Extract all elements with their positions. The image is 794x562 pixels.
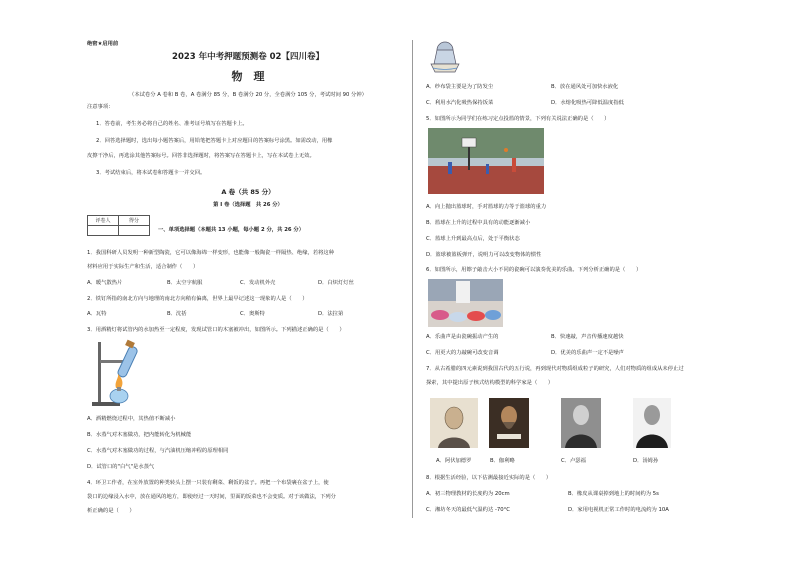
column-divider: [412, 40, 413, 518]
player-1: [512, 158, 516, 172]
q8-opt-c: C．湘坊冬天的最低气温约达 -70°C: [426, 507, 510, 513]
q8-line1: 8．根据生活经验，以下估测最接近实际的是（ ）: [426, 475, 552, 481]
bowl-2: [449, 312, 467, 322]
q7-opt-d: D．汤姆孙: [633, 458, 659, 464]
q2-line1: 2．铁钉所指的南北方向与地理的南北方向稍有偏离，世界上最早记述这一现象的人是（ ）: [87, 296, 308, 302]
player-2: [448, 162, 452, 174]
q6-opt-c: C．用更大的力敲碗可改变音调: [426, 350, 499, 356]
q3-opt-c: C．水蒸气对木塞做功的过程，与汽油机压缩冲程的原理相同: [87, 448, 229, 454]
section-a-title: A 卷（共 85 分）: [221, 188, 275, 196]
score-table: [87, 215, 150, 236]
score-table-score: 得分: [119, 216, 150, 226]
basket-bag-figure: [428, 40, 462, 76]
player-3: [486, 164, 489, 174]
q5-line1: 5．如图所示为同学们在练习定点投篮的情景，下列有关说法正确的是（ ）: [426, 116, 610, 122]
face: [644, 405, 660, 425]
face: [445, 407, 463, 429]
q7-opt-a: A．阿伏加德罗: [436, 458, 472, 464]
bowl-4: [485, 310, 501, 320]
q2-opt-d: D．法拉第: [318, 311, 344, 317]
portrait-avogadro: [430, 398, 478, 448]
q3-opt-a: A．酒精燃烧过程中，其热值不断减小: [87, 416, 176, 422]
lamp-body: [110, 389, 128, 403]
q6-opt-b: B．快速敲，声音传播速度越快: [551, 334, 624, 340]
q5-opt-d: D．篮球被篮板弹开，说明力可以改变物体的惯性: [426, 252, 542, 258]
score-table-score-cell: [119, 226, 150, 236]
person-shirt: [456, 281, 470, 303]
note-1: 1．答卷前，考生务必将自己的姓名、准考证号填写在答题卡上。: [96, 121, 248, 127]
portrait-thomson: [633, 398, 671, 448]
exam-info: （本试卷分 A 卷和 B 卷，A 卷满分 85 分，B 卷满分 20 分，全卷满分 105 分，考试时间 90 分钟）: [129, 92, 367, 98]
q4-opt-b: B．放在通风处可加快水液化: [551, 84, 619, 90]
q4-line2: 袋口的边缘浸入水中，放在通风的地方，即使经过一天时间，里面的饭菜也不会变质。对于该做法，下列分: [87, 494, 336, 500]
backboard: [462, 138, 476, 147]
portrait-galileo: [489, 398, 529, 448]
q6-line1: 6．如图所示，用镲子敲击大小不同的瓷碗可以演奏优美的乐曲。下列分析正确的是（ ）: [426, 267, 642, 273]
q1-line2: 材料应用于实际生产和生活，适合制作（ ）: [87, 264, 199, 270]
q6-opt-d: D．优美的乐曲声一定不是噪声: [551, 350, 624, 356]
portrait-rutherford: [561, 398, 601, 448]
q-intro: 一、单项选择题（本题共 13 小题，每小题 2 分，共 26 分）: [158, 227, 305, 233]
q7-opt-b: B．伽利略: [490, 458, 515, 464]
q7-opt-c: C．卢瑟福: [561, 458, 586, 464]
q3-line1: 3．用酒精灯将试管内的水加热至一定程度，发现试管口的木塞被冲出，如图所示。下列描述正确的是（ ）: [87, 327, 345, 333]
q1-opt-a: A．暖气散热片: [87, 280, 123, 286]
q3-opt-d: D．试管口的"白气"是水蒸气: [87, 464, 155, 470]
q5-opt-c: C．篮球上升到最高点后，处于平衡状态: [426, 236, 520, 242]
q1-opt-d: D．白炽灯灯丝: [318, 280, 354, 286]
q4-opt-d: D．水熔化吸热可降低温度指低: [551, 100, 624, 106]
note-2-cont: 皮擦干净后，再选涂其他答案标号。回答非选择题时，将答案写在答题卡上，写在本试卷上无效。: [87, 153, 315, 159]
part1-title: 第 I 卷（选择题 共 26 分）: [213, 202, 283, 208]
q8-opt-d: D．家用电视机正常工作时的电流约为 10A: [568, 507, 669, 513]
q6-opt-a: A．乐曲声是由瓷碗振动产生的: [426, 334, 499, 340]
q7-line2: 探索，其中提出原子核式结构模型的科学家是（ ）: [426, 380, 554, 386]
q5-opt-a: A．向上抛出篮球时，手对篮球的力等于篮球的重力: [426, 204, 547, 210]
ball: [504, 148, 508, 152]
q4-opt-a: A．纱布袋主要是为了防发尘: [426, 84, 494, 90]
note-3: 3．考试结束后，将本试卷和答题卡一并交回。: [96, 170, 206, 176]
score-table-grader: 评卷人: [88, 216, 119, 226]
q5-opt-b: B．篮球在上升的过程中具有的动能逐渐减小: [426, 220, 531, 226]
secret-tag: 绝密★启用前: [87, 41, 119, 47]
alcohol-lamp-figure: [88, 338, 150, 408]
face: [573, 405, 589, 425]
basketball-court-photo: [428, 128, 544, 194]
q1-opt-c: C．发动机外壳: [240, 280, 276, 286]
exam-title: 2023 年中考押题预测卷 02【四川卷】: [172, 52, 324, 62]
q4-opt-c: C．利用水汽化吸热保持饭菜: [426, 100, 494, 106]
bowl-3: [467, 311, 485, 321]
q1-opt-b: B．太空宇航服: [167, 280, 203, 286]
q8-opt-a: A．初三物理教材的长度约为 20cm: [426, 491, 510, 497]
q4-line1: 4．环卫工作者，在室外放置的种类转头上摆一只装有剩菜、剩饭的盆子。再把一个布袋裹在盆子上，使: [87, 480, 329, 486]
q7-line1: 7．从古希腊的四元素说到我国古代的五行说，再到现代对物质组成粒子的研究，人们对物质的组成从未停止过: [426, 366, 684, 372]
q2-opt-c: C．奥斯特: [240, 311, 265, 317]
score-table-grader-cell: [88, 226, 119, 236]
q3-opt-b: B．水蒸气对木塞做功，把内能转化为机械能: [87, 432, 192, 438]
trees: [428, 128, 544, 158]
lamp-wick: [117, 387, 121, 391]
q4-line3: 析正确的是（ ）: [87, 508, 135, 514]
q8-opt-b: B．橡皮从课桌掉到地上的时间约为 5s: [568, 491, 659, 497]
collar: [497, 434, 521, 439]
q1-line1: 1．我国科研人员发明一种新型陶瓷，它可以像海绵一样变形，也能像一般陶瓷一样隔热、绝缘，若将这种: [87, 250, 335, 256]
subject-title: 物 理: [231, 70, 265, 83]
porcelain-bowls-photo: [428, 279, 503, 327]
q2-opt-b: B．沈括: [167, 311, 187, 317]
stand-rod: [98, 342, 101, 404]
q2-opt-a: A．瓦特: [87, 311, 107, 317]
bag-body: [434, 50, 456, 64]
basin: [431, 64, 459, 72]
notes-title: 注意事项：: [87, 104, 114, 110]
bowl-1: [431, 310, 449, 320]
note-2: 2．回答选择题时，选出每小题答案后，用铅笔把答题卡上对应题目的答案标号涂黑。如需改动，用橡: [96, 138, 333, 144]
